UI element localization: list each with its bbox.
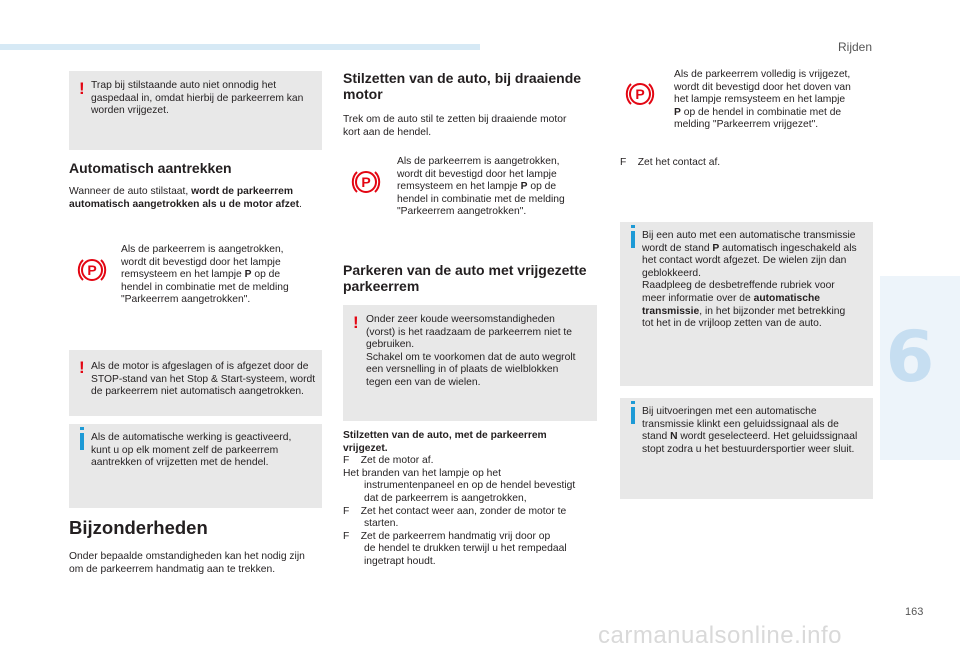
icon-description-applied: Als de parkeerrem is aangetrokken, wordt dit bevestigd door het lampje remsysteem en het lampje P op de hendel in combinatie met de melding "Parkeerrem aangetrokken". (397, 156, 565, 218)
section-title: Rijden (838, 40, 873, 54)
warning-box-cold-weather (343, 305, 597, 421)
bullet-ignition-off: F Zet het contact af. (620, 157, 721, 168)
icon-description-applied: Als de parkeerrem is aangetrokken, wordt dit bevestigd door het lampje remsysteem en het lampje P op de hendel in combinatie met de melding "Parkeerrem aangetrokken". (121, 244, 289, 306)
info-box-automatic-transmission (620, 222, 873, 386)
heading-stop-engine-running: Stilzetten van de auto, bij draaiende motor (343, 70, 582, 102)
page-number: 163 (905, 606, 924, 618)
warning-text: Onder zeer koude weersomstandigheden (vorst) is het raadzaam de parkeerrem niet te gebruiken. Schakel om te voorkomen dat de auto wegrolt een versnelling in of plaats de wielblokken tegen een van de wielen. (366, 314, 576, 388)
info-icon (631, 407, 635, 424)
parking-brake-warning-icon (76, 254, 108, 286)
info-icon (631, 231, 635, 248)
procedure-released: Stilzetten van de auto, met de parkeerrem vrijgezet. F Zet de motor af. Het branden van het lampje op het instrumentenpaneel en op de hendel bevestigt dat de parkeerrem is aangetrokken, F Zet het contact weer aan, zonder de motor te starten. F Zet de parkeerrem handmatig vrij door op de hendel te drukken terwijl u het rempedaal ingetrapt houdt. (343, 430, 603, 569)
info-box-automatic-mode (69, 424, 322, 508)
info-box-sound-signal (620, 398, 873, 499)
warning-box-idle-throttle (69, 71, 322, 150)
warning-box-stop-start (69, 350, 322, 416)
chapter-number: 6 (885, 316, 935, 398)
procedure-subheading: Stilzetten van de auto, met de parkeerrem vrijgezet. (343, 430, 547, 454)
info-icon (80, 433, 84, 450)
stop-paragraph: Trek om de auto stil te zetten bij draaiende motor kort aan de hendel. (343, 114, 567, 138)
heading-special-cases: Bijzonderheden (69, 517, 208, 538)
special-cases-paragraph: Onder bepaalde omstandigheden kan het nodig zijn om de parkeerrem handmatig aan te trekken. (69, 551, 305, 575)
info-text: Als de automatische werking is geactiveerd, kunt u op elk moment zelf de parkeerrem aantrekken of vrijzetten met de hendel. (91, 432, 292, 469)
svg-text:P: P (87, 262, 97, 278)
heading-park-released: Parkeren van de auto met vrijgezette parkeerrem (343, 262, 587, 294)
warning-icon: ! (353, 313, 359, 332)
automatic-apply-paragraph: Wanneer de auto stilstaat, wordt de parkeerrem automatisch aangetrokken als u de motor afzet. (69, 186, 302, 210)
header-bar (0, 44, 480, 50)
svg-text:P: P (361, 174, 371, 190)
warning-text: Als de motor is afgeslagen of is afgezet door de STOP-stand van het Stop & Start-systeem, wordt de parkeerrem niet automatisch aangetrokken. (91, 361, 316, 398)
bullet-engine-off: F Zet de motor af. (343, 455, 434, 467)
parking-brake-warning-icon (624, 78, 656, 110)
warning-text: Trap bij stilstaande auto niet onnodig het gaspedaal in, omdat hierbij de parkeerrem kan worden vrijgezet. (91, 80, 304, 117)
warning-icon: ! (79, 79, 85, 98)
chapter-tab (880, 276, 960, 460)
warning-icon: ! (79, 358, 85, 377)
bullet-ignition-on: F Zet het contact weer aan, zonder de motor te (343, 505, 567, 517)
heading-automatic-apply: Automatisch aantrekken (69, 160, 232, 176)
icon-description-released: Als de parkeerrem volledig is vrijgezet, wordt dit bevestigd door het doven van het lampje remsysteem en het lampje P op de hendel in combinatie met de melding "Parkeerrem vrijgezet". (674, 69, 851, 131)
info-text: Bij uitvoeringen met een automatische transmissie klinkt een geluidssignaal als de stand N wordt geselecteerd. Het geluidssignaal stopt zodra u het bestuurdersportier weer sluit. (642, 406, 858, 455)
watermark: carmanualsonline.info (598, 622, 842, 649)
bullet-release-manually: F Zet de parkeerrem handmatig vrij door op (343, 530, 551, 542)
svg-text:P: P (635, 86, 645, 102)
continuation-text: instrumentenpaneel en op de hendel bevestigt dat de parkeerrem is aangetrokken, (364, 480, 576, 504)
parking-brake-warning-icon (350, 166, 382, 198)
info-text: Bij een auto met een automatische transmissie wordt de stand P automatisch ingeschakeld als het contact wordt afgezet. De wielen zijn dan geblokkeerd. Raadpleeg de desbetreffende rubriek voor meer informatie over de automatische transmissie, in het bijzonder met betrekking tot het in de vrijloop zetten van de auto. (642, 230, 857, 330)
